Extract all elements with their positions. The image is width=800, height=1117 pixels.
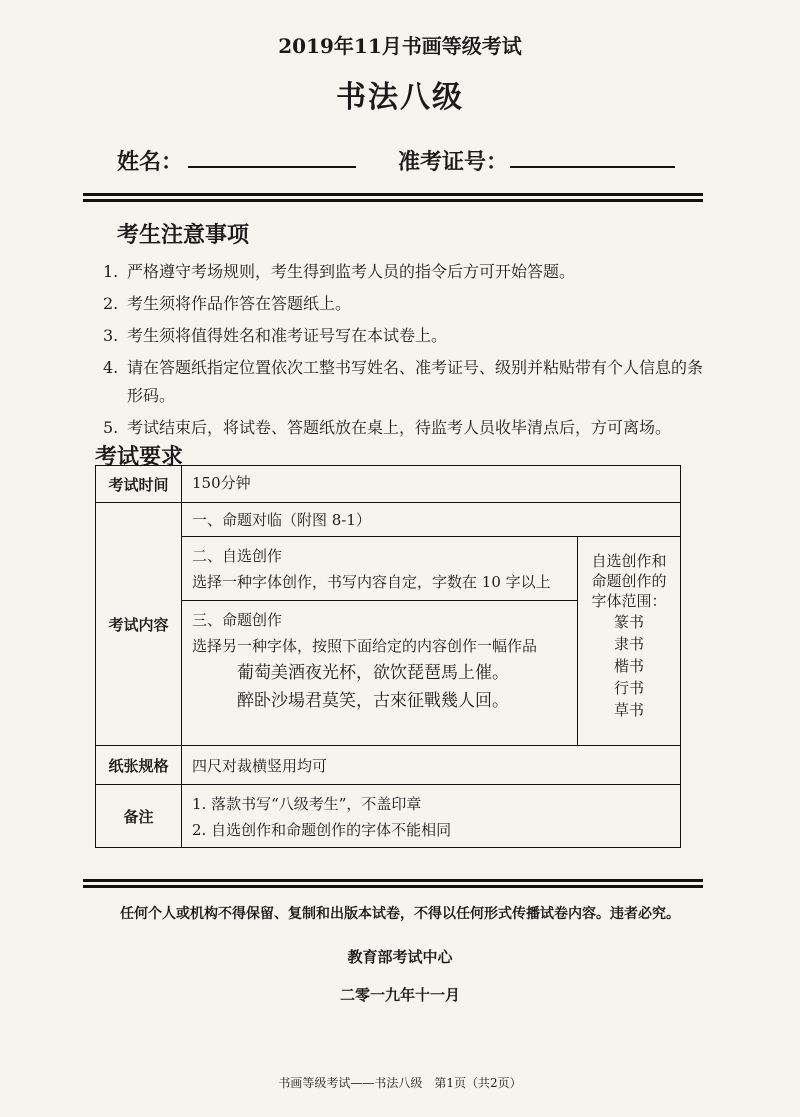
bottom-divider <box>83 879 703 888</box>
issuer: 教育部考试中心 <box>347 948 453 966</box>
part-3-title: 三、命题创作 <box>192 611 283 629</box>
name-label: 姓名： <box>117 149 184 175</box>
notes-item-number: 3. <box>103 326 119 345</box>
notes-item-text: 考生须将作品作答在答题纸上。 <box>127 294 352 313</box>
notes-item-text: 考生须将值得姓名和准考证号写在本试卷上。 <box>127 326 448 345</box>
notes-item <box>103 322 703 350</box>
table-row-paper <box>96 745 680 784</box>
subject-title: 书法八级 <box>336 80 464 115</box>
script-item: 草书 <box>613 701 644 719</box>
content-label: 考试内容 <box>96 503 182 745</box>
part-1: 一、命题对临（附图 8-1） <box>182 503 680 537</box>
time-value: 150分钟 <box>192 474 251 492</box>
part-3 <box>182 601 577 745</box>
exam-title: 2019年11月书画等级考试 <box>278 34 522 58</box>
remark-cell <box>182 785 680 847</box>
part-3-desc: 选择另一种字体，按照下面给定的内容创作一幅作品 <box>192 637 538 655</box>
script-item: 篆书 <box>613 613 644 631</box>
exam-id-label: 准考证号： <box>398 149 509 175</box>
part-2-title: 二、自选创作 <box>192 547 283 565</box>
part-2-desc: 选择一种字体创作，书写内容自定，字数在 10 字以上 <box>192 573 551 591</box>
scope-title-line-2: 命题创作的 <box>591 572 667 590</box>
remark-2: 2. 自选创作和命题创作的字体不能相同 <box>192 821 452 839</box>
content-sub-left <box>182 537 577 745</box>
part-2 <box>182 537 577 601</box>
notes-item <box>103 414 703 442</box>
exam-id-blank-line[interactable] <box>510 166 675 168</box>
script-item: 隶书 <box>613 635 644 653</box>
notes-item-number: 4. <box>103 358 119 377</box>
requirements-table <box>95 465 681 848</box>
time-label: 考试时间 <box>96 466 182 502</box>
requirements-heading: 考试要求 <box>95 444 184 470</box>
script-scope <box>577 537 680 745</box>
issue-date: 二零一九年十一月 <box>339 986 460 1004</box>
page-footer: 书画等级考试——书法八级 第1页（共2页） <box>278 1076 522 1090</box>
notes-item-text: 严格遵守考场规则，考生得到监考人员的指令后方可开始答题。 <box>127 262 576 281</box>
notes-item <box>103 258 703 286</box>
script-item: 行书 <box>613 679 644 697</box>
scope-title-line-1: 自选创作和 <box>591 552 667 570</box>
notes-item-text: 考试结束后，将试卷、答题纸放在桌上，待监考人员收毕清点后，方可离场。 <box>127 418 672 437</box>
poem-line-1: 葡萄美酒夜光杯，欲饮琵琶馬上催。 <box>237 663 509 683</box>
content-cell <box>182 503 680 745</box>
paper-value: 四尺对裁横竖用均可 <box>192 757 328 775</box>
script-list <box>578 611 680 721</box>
remark-1: 1. 落款书写“八级考生”，不盖印章 <box>192 795 422 813</box>
notes-item-number: 5. <box>103 418 119 437</box>
notes-item-number: 2. <box>103 294 119 313</box>
notes-list <box>103 258 703 446</box>
notes-item <box>103 290 703 318</box>
table-row-content <box>96 502 680 745</box>
notes-item-text: 请在答题纸指定位置依次工整书写姓名、准考证号、级别并粘贴带有个人信息的条形码。 <box>127 358 704 405</box>
paper-label: 纸张规格 <box>96 746 182 784</box>
copyright-notice: 任何个人或机构不得保留、复制和出版本试卷，不得以任何形式传播试卷内容。违者必究。 <box>120 906 680 922</box>
table-row-remark <box>96 784 680 847</box>
content-subgrid <box>182 537 680 745</box>
notes-item <box>103 354 703 410</box>
poem-line-2: 醉卧沙場君莫笑，古來征戰幾人回。 <box>237 691 509 711</box>
notes-heading: 考生注意事项 <box>117 222 250 248</box>
name-blank-line[interactable] <box>188 166 356 168</box>
script-item: 楷书 <box>613 657 644 675</box>
table-row-time <box>96 466 680 502</box>
remark-label: 备注 <box>96 785 182 847</box>
scope-title-line-3: 字体范围： <box>591 592 667 610</box>
top-divider <box>83 193 703 202</box>
notes-item-number: 1. <box>103 262 119 281</box>
